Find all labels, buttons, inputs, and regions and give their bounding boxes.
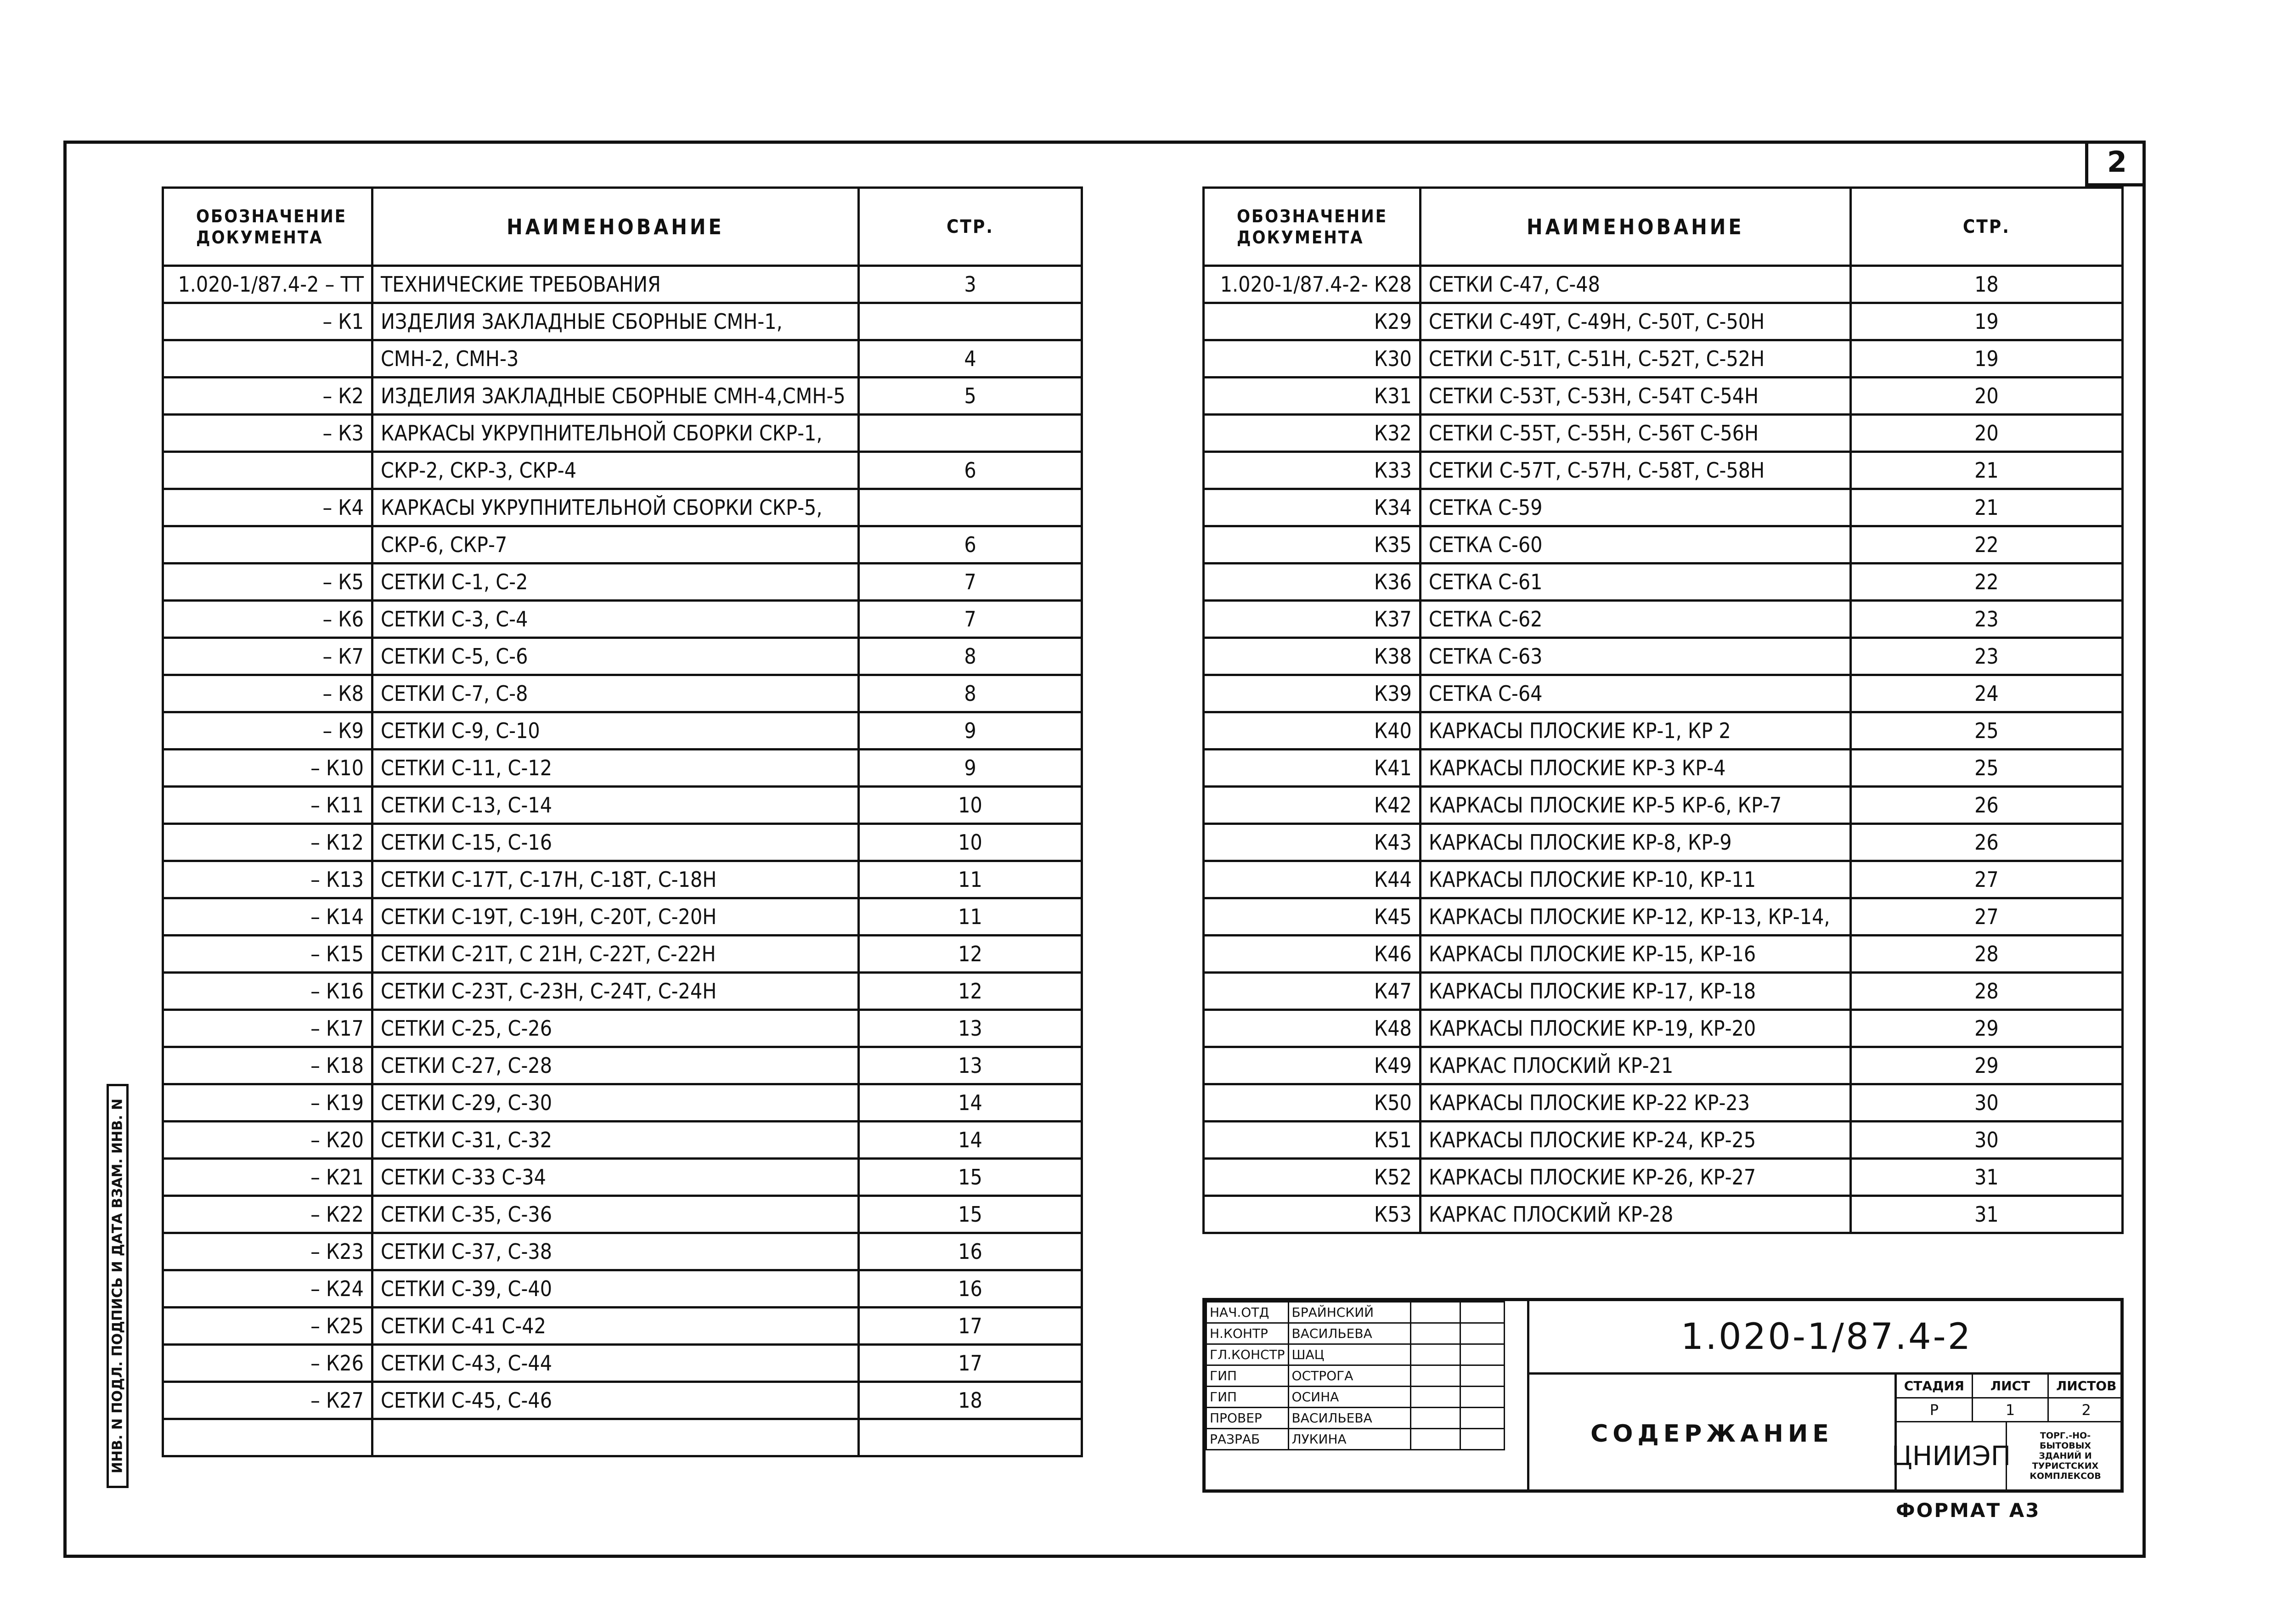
table-row <box>163 1084 1082 1122</box>
signature-row <box>1207 1429 1505 1450</box>
signature-row <box>1207 1387 1505 1408</box>
doc-cell: – К23 <box>163 1233 372 1270</box>
page-cell: 17 <box>858 1308 1082 1345</box>
name-cell: КАРКАСЫ ПЛОСКИЕ КР-10, КР-11 <box>1420 861 1850 898</box>
doc-cell: К33 <box>1204 452 1421 489</box>
doc-cell: – К25 <box>163 1308 372 1345</box>
table-row <box>163 266 1082 303</box>
sheet-number: 2 <box>2085 141 2146 186</box>
signature-role: Н.КОНТР <box>1207 1323 1289 1344</box>
page-cell: 28 <box>1850 973 2122 1010</box>
page-cell: 28 <box>1850 936 2122 973</box>
signature-role: ПРОВЕР <box>1207 1408 1289 1429</box>
table-row <box>163 787 1082 824</box>
page-cell: 7 <box>858 564 1082 601</box>
signature-person: ЛУКИНА <box>1288 1429 1410 1450</box>
title-block <box>1202 1298 2124 1493</box>
page-cell <box>858 489 1082 526</box>
doc-cell: К35 <box>1204 526 1421 564</box>
table-row <box>163 824 1082 861</box>
doc-cell: К31 <box>1204 378 1421 415</box>
name-cell: КАРКАСЫ УКРУПНИТЕЛЬНОЙ СБОРКИ СКР-1, <box>372 415 858 452</box>
name-cell: КАРКАСЫ ПЛОСКИЕ КР-22 КР-23 <box>1420 1084 1850 1122</box>
table-row <box>1204 712 2123 750</box>
header-document-line1: ОБОЗНАЧЕНИЕ <box>196 206 347 226</box>
doc-cell <box>163 452 372 489</box>
signature-date <box>1460 1387 1504 1408</box>
header-document <box>163 188 372 266</box>
table-row <box>1204 601 2123 638</box>
table-row <box>1204 1159 2123 1196</box>
table-row <box>1204 1047 2123 1084</box>
document-title: СОДЕРЖАНИЕ <box>1527 1375 1894 1493</box>
doc-cell: – К4 <box>163 489 372 526</box>
doc-cell: – К9 <box>163 712 372 750</box>
table-row <box>163 712 1082 750</box>
table-row <box>163 415 1082 452</box>
doc-cell: – К15 <box>163 936 372 973</box>
page-cell: 22 <box>1850 564 2122 601</box>
side-stamp-text: ИНВ. N ПОДЛ. ПОДПИСЬ И ДАТА ВЗАМ. ИНВ. N <box>109 1098 126 1474</box>
name-cell: СЕТКИ С-11, С-12 <box>372 750 858 787</box>
page-cell: 12 <box>858 973 1082 1010</box>
doc-cell: – К11 <box>163 787 372 824</box>
name-cell: КАРКАСЫ ПЛОСКИЕ КР-24, КР-25 <box>1420 1122 1850 1159</box>
doc-cell: – К20 <box>163 1122 372 1159</box>
name-cell: КАРКАС ПЛОСКИЙ КР-21 <box>1420 1047 1850 1084</box>
doc-cell: К29 <box>1204 303 1421 340</box>
doc-cell: – К3 <box>163 415 372 452</box>
table-row <box>163 526 1082 564</box>
name-cell: КАРКАСЫ ПЛОСКИЕ КР-5 КР-6, КР-7 <box>1420 787 1850 824</box>
name-cell: СЕТКА С-60 <box>1420 526 1850 564</box>
signature-row <box>1207 1365 1505 1387</box>
table-row <box>163 898 1082 936</box>
signature-date <box>1460 1344 1504 1365</box>
doc-cell: К45 <box>1204 898 1421 936</box>
doc-cell: – К5 <box>163 564 372 601</box>
name-cell: ТЕХНИЧЕСКИЕ ТРЕБОВАНИЯ <box>372 266 858 303</box>
side-stamp <box>107 1084 129 1488</box>
signature-row <box>1207 1323 1505 1344</box>
table-row <box>1204 415 2123 452</box>
header-page: СТР. <box>1850 188 2122 266</box>
name-cell: КАРКАСЫ УКРУПНИТЕЛЬНОЙ СБОРКИ СКР-5, <box>372 489 858 526</box>
page-cell: 9 <box>858 712 1082 750</box>
doc-cell: К48 <box>1204 1010 1421 1047</box>
page-cell <box>858 415 1082 452</box>
name-cell: СЕТКИ С-55Т, С-55Н, С-56Т С-56Н <box>1420 415 1850 452</box>
name-cell: СЕТКА С-64 <box>1420 675 1850 712</box>
signature-role: ГЛ.КОНСТР <box>1207 1344 1289 1365</box>
page-cell: 27 <box>1850 861 2122 898</box>
table-row <box>163 675 1082 712</box>
table-row <box>1204 564 2123 601</box>
table-row <box>163 638 1082 675</box>
page-cell: 10 <box>858 824 1082 861</box>
page-cell: 19 <box>1850 340 2122 378</box>
page-cell: 30 <box>1850 1084 2122 1122</box>
page-cell: 7 <box>858 601 1082 638</box>
name-cell: СЕТКИ С-17Т, С-17Н, С-18Т, С-18Н <box>372 861 858 898</box>
doc-cell: К40 <box>1204 712 1421 750</box>
name-cell: КАРКАСЫ ПЛОСКИЕ КР-26, КР-27 <box>1420 1159 1850 1196</box>
signature-role: ГИП <box>1207 1365 1289 1387</box>
name-cell: КАРКАСЫ ПЛОСКИЕ КР-8, КР-9 <box>1420 824 1850 861</box>
header-document <box>1204 188 1421 266</box>
page-cell: 29 <box>1850 1047 2122 1084</box>
doc-cell: К36 <box>1204 564 1421 601</box>
table-row <box>163 340 1082 378</box>
doc-cell: К46 <box>1204 936 1421 973</box>
table-header <box>163 188 1082 266</box>
page-cell: 30 <box>1850 1122 2122 1159</box>
table-row <box>1204 936 2123 973</box>
page-cell: 31 <box>1850 1159 2122 1196</box>
page-cell: 12 <box>858 936 1082 973</box>
table-row <box>163 1122 1082 1159</box>
page-cell: 20 <box>1850 415 2122 452</box>
name-cell: СЕТКИ С-5, С-6 <box>372 638 858 675</box>
signature-sign <box>1410 1365 1460 1387</box>
page-cell: 15 <box>858 1196 1082 1233</box>
table-row <box>163 1270 1082 1308</box>
name-cell: СЕТКИ С-15, С-16 <box>372 824 858 861</box>
name-cell <box>372 1419 858 1456</box>
name-cell: СЕТКИ С-57Т, С-57Н, С-58Т, С-58Н <box>1420 452 1850 489</box>
table-row <box>163 973 1082 1010</box>
signature-row <box>1207 1408 1505 1429</box>
name-cell: СЕТКИ С-1, С-2 <box>372 564 858 601</box>
sheets-value: 2 <box>2049 1398 2124 1422</box>
signature-role: НАЧ.ОТД <box>1207 1302 1289 1323</box>
doc-cell: – К7 <box>163 638 372 675</box>
sheet-value: 1 <box>1973 1398 2049 1422</box>
page-cell: 11 <box>858 861 1082 898</box>
name-cell: СЕТКИ С-27, С-28 <box>372 1047 858 1084</box>
table-row <box>163 1233 1082 1270</box>
doc-cell: К42 <box>1204 787 1421 824</box>
header-name: НАИМЕНОВАНИЕ <box>1420 188 1850 266</box>
name-cell: СЕТКИ С-39, С-40 <box>372 1270 858 1308</box>
format-label: ФОРМАТ А3 <box>1896 1499 2041 1522</box>
name-cell: КАРКАС ПЛОСКИЙ КР-28 <box>1420 1196 1850 1233</box>
table-row <box>1204 861 2123 898</box>
doc-cell: К38 <box>1204 638 1421 675</box>
name-cell: СЕТКИ С-43, С-44 <box>372 1345 858 1382</box>
table-row <box>1204 1122 2123 1159</box>
doc-cell: – К10 <box>163 750 372 787</box>
doc-cell: К41 <box>1204 750 1421 787</box>
page-cell: 21 <box>1850 489 2122 526</box>
signature-date <box>1460 1408 1504 1429</box>
name-cell: СЕТКИ С-29, С-30 <box>372 1084 858 1122</box>
table-row <box>1204 1010 2123 1047</box>
table-row <box>163 1308 1082 1345</box>
table-row <box>1204 973 2123 1010</box>
header-name: НАИМЕНОВАНИЕ <box>372 188 858 266</box>
signature-person: БРАЙНСКИЙ <box>1288 1302 1410 1323</box>
sheet-label: ЛИСТ <box>1973 1375 2049 1398</box>
page-cell: 8 <box>858 675 1082 712</box>
page-cell: 18 <box>1850 266 2122 303</box>
doc-cell: К52 <box>1204 1159 1421 1196</box>
signature-person: ШАЦ <box>1288 1344 1410 1365</box>
doc-cell: – К16 <box>163 973 372 1010</box>
name-cell: КАРКАСЫ ПЛОСКИЕ КР-15, КР-16 <box>1420 936 1850 973</box>
signature-sign <box>1410 1302 1460 1323</box>
name-cell: СЕТКИ С-7, С-8 <box>372 675 858 712</box>
page-cell: 19 <box>1850 303 2122 340</box>
page-cell: 24 <box>1850 675 2122 712</box>
signature-person: ВАСИЛЬЕВА <box>1288 1323 1410 1344</box>
header-page: СТР. <box>858 188 1082 266</box>
page-cell: 16 <box>858 1270 1082 1308</box>
page-cell: 8 <box>858 638 1082 675</box>
table-row <box>163 1047 1082 1084</box>
table-row <box>163 1196 1082 1233</box>
table-row <box>1204 303 2123 340</box>
page-cell: 11 <box>858 898 1082 936</box>
page-cell: 26 <box>1850 787 2122 824</box>
signature-person: ОСТРОГА <box>1288 1365 1410 1387</box>
table-row <box>163 378 1082 415</box>
table-row <box>1204 1196 2123 1233</box>
doc-cell: К47 <box>1204 973 1421 1010</box>
doc-cell: – К14 <box>163 898 372 936</box>
doc-cell: К50 <box>1204 1084 1421 1122</box>
signature-person: ВАСИЛЬЕВА <box>1288 1408 1410 1429</box>
table-row <box>163 303 1082 340</box>
signature-sign <box>1410 1429 1460 1450</box>
table-row <box>163 861 1082 898</box>
doc-cell: К53 <box>1204 1196 1421 1233</box>
doc-cell: К34 <box>1204 489 1421 526</box>
page-cell <box>858 303 1082 340</box>
page-cell: 21 <box>1850 452 2122 489</box>
signature-sign <box>1410 1344 1460 1365</box>
doc-cell: – К19 <box>163 1084 372 1122</box>
signature-table <box>1206 1301 1505 1450</box>
doc-cell <box>163 340 372 378</box>
header-document-line2: ДОКУМЕНТА <box>196 227 323 248</box>
doc-cell: – К21 <box>163 1159 372 1196</box>
page-cell: 25 <box>1850 712 2122 750</box>
page-cell: 14 <box>858 1122 1082 1159</box>
table-row <box>163 564 1082 601</box>
doc-cell: – К18 <box>163 1047 372 1084</box>
contents-table-right <box>1202 186 2124 1234</box>
signature-sign <box>1410 1408 1460 1429</box>
name-cell: СЕТКИ С-25, С-26 <box>372 1010 858 1047</box>
table-row <box>163 489 1082 526</box>
doc-cell: К43 <box>1204 824 1421 861</box>
table-row <box>1204 526 2123 564</box>
doc-cell: К30 <box>1204 340 1421 378</box>
table-row <box>1204 489 2123 526</box>
table-row <box>163 936 1082 973</box>
name-cell: СЕТКИ С-45, С-46 <box>372 1382 858 1419</box>
doc-cell: – К22 <box>163 1196 372 1233</box>
name-cell: СЕТКИ С-33 С-34 <box>372 1159 858 1196</box>
name-cell: СЕТКИ С-53Т, С-53Н, С-54Т С-54Н <box>1420 378 1850 415</box>
page-cell: 6 <box>858 526 1082 564</box>
page-cell: 16 <box>858 1233 1082 1270</box>
contents-table-left <box>162 186 1083 1457</box>
table-row <box>1204 824 2123 861</box>
signature-row <box>1207 1302 1505 1323</box>
doc-cell: К39 <box>1204 675 1421 712</box>
table-row <box>1204 266 2123 303</box>
page-cell <box>858 1419 1082 1456</box>
page-cell: 3 <box>858 266 1082 303</box>
name-cell: СЕТКИ С-23Т, С-23Н, С-24Т, С-24Н <box>372 973 858 1010</box>
doc-cell: – К8 <box>163 675 372 712</box>
name-cell: СЕТКИ С-9, С-10 <box>372 712 858 750</box>
name-cell: КАРКАСЫ ПЛОСКИЕ КР-19, КР-20 <box>1420 1010 1850 1047</box>
name-cell: СЕТКА С-59 <box>1420 489 1850 526</box>
signature-role: РАЗРАБ <box>1207 1429 1289 1450</box>
table-row <box>163 1159 1082 1196</box>
doc-cell: К44 <box>1204 861 1421 898</box>
name-cell: КАРКАСЫ ПЛОСКИЕ КР-3 КР-4 <box>1420 750 1850 787</box>
name-cell: СКР-2, СКР-3, СКР-4 <box>372 452 858 489</box>
page-cell: 13 <box>858 1047 1082 1084</box>
doc-cell: – К13 <box>163 861 372 898</box>
page-cell: 27 <box>1850 898 2122 936</box>
header-document-line2: ДОКУМЕНТА <box>1237 227 1364 248</box>
page-cell: 18 <box>858 1382 1082 1419</box>
doc-cell: – К1 <box>163 303 372 340</box>
page-cell: 17 <box>858 1345 1082 1382</box>
name-cell: СЕТКИ С-41 С-42 <box>372 1308 858 1345</box>
page-cell: 10 <box>858 787 1082 824</box>
signature-role: ГИП <box>1207 1387 1289 1408</box>
signature-sign <box>1410 1323 1460 1344</box>
table-row <box>1204 675 2123 712</box>
doc-cell: 1.020-1/87.4-2 – ТТ <box>163 266 372 303</box>
page-cell: 15 <box>858 1159 1082 1196</box>
name-cell: СЕТКИ С-3, С-4 <box>372 601 858 638</box>
organization-description: ТОРГ.-НО- БЫТОВЫХ ЗДАНИЙ И ТУРИСТСКИХ КОМПЛЕКСОВ <box>2030 1431 2101 1481</box>
page-cell: 6 <box>858 452 1082 489</box>
organization: ЦНИИЭП <box>1897 1422 2007 1489</box>
name-cell: СЕТКИ С-51Т, С-51Н, С-52Т, С-52Н <box>1420 340 1850 378</box>
page-cell: 23 <box>1850 638 2122 675</box>
signature-date <box>1460 1323 1504 1344</box>
name-cell: СЕТКИ С-49Т, С-49Н, С-50Т, С-50Н <box>1420 303 1850 340</box>
name-cell: КАРКАСЫ ПЛОСКИЕ КР-17, КР-18 <box>1420 973 1850 1010</box>
table-row <box>1204 340 2123 378</box>
signature-date <box>1460 1365 1504 1387</box>
name-cell: СЕТКИ С-13, С-14 <box>372 787 858 824</box>
name-cell: СЕТКА С-61 <box>1420 564 1850 601</box>
name-cell: ИЗДЕЛИЯ ЗАКЛАДНЫЕ СБОРНЫЕ СМН-1, <box>372 303 858 340</box>
signature-sign <box>1410 1387 1460 1408</box>
name-cell: СМН-2, СМН-3 <box>372 340 858 378</box>
page-cell: 5 <box>858 378 1082 415</box>
table-row <box>163 1419 1082 1456</box>
name-cell: КАРКАСЫ ПЛОСКИЕ КР-12, КР-13, КР-14, <box>1420 898 1850 936</box>
table-row <box>163 1345 1082 1382</box>
doc-cell: – К26 <box>163 1345 372 1382</box>
doc-cell <box>163 1419 372 1456</box>
table-row <box>163 1382 1082 1419</box>
page-cell: 20 <box>1850 378 2122 415</box>
table-header <box>1204 188 2123 266</box>
page-cell: 4 <box>858 340 1082 378</box>
name-cell: КАРКАСЫ ПЛОСКИЕ КР-1, КР 2 <box>1420 712 1850 750</box>
doc-cell <box>163 526 372 564</box>
doc-cell: К49 <box>1204 1047 1421 1084</box>
name-cell: СЕТКА С-63 <box>1420 638 1850 675</box>
name-cell: СЕТКИ С-21Т, С 21Н, С-22Т, С-22Н <box>372 936 858 973</box>
sheets-label: ЛИСТОВ <box>2049 1375 2124 1398</box>
signature-row <box>1207 1344 1505 1365</box>
doc-cell: – К12 <box>163 824 372 861</box>
page-cell: 13 <box>858 1010 1082 1047</box>
page-cell: 14 <box>858 1084 1082 1122</box>
table-row <box>1204 1084 2123 1122</box>
document-designation: 1.020-1/87.4-2 <box>1527 1301 2124 1375</box>
doc-cell: К32 <box>1204 415 1421 452</box>
page-cell: 9 <box>858 750 1082 787</box>
table-row <box>163 452 1082 489</box>
name-cell: СЕТКИ С-47, С-48 <box>1420 266 1850 303</box>
table-row <box>1204 750 2123 787</box>
doc-cell: К51 <box>1204 1122 1421 1159</box>
page-cell: 26 <box>1850 824 2122 861</box>
table-row <box>163 601 1082 638</box>
table-row <box>1204 378 2123 415</box>
doc-cell: К37 <box>1204 601 1421 638</box>
signature-date <box>1460 1302 1504 1323</box>
name-cell: СЕТКИ С-35, С-36 <box>372 1196 858 1233</box>
doc-cell: – К6 <box>163 601 372 638</box>
doc-cell: 1.020-1/87.4-2- К28 <box>1204 266 1421 303</box>
header-document-line1: ОБОЗНАЧЕНИЕ <box>1237 206 1388 226</box>
name-cell: СКР-6, СКР-7 <box>372 526 858 564</box>
doc-cell: – К2 <box>163 378 372 415</box>
page-cell: 25 <box>1850 750 2122 787</box>
signature-date <box>1460 1429 1504 1450</box>
page-cell: 31 <box>1850 1196 2122 1233</box>
table-row <box>163 1010 1082 1047</box>
doc-cell: – К27 <box>163 1382 372 1419</box>
signature-person: ОСИНА <box>1288 1387 1410 1408</box>
name-cell: СЕТКА С-62 <box>1420 601 1850 638</box>
doc-cell: – К24 <box>163 1270 372 1308</box>
table-row <box>1204 898 2123 936</box>
name-cell: ИЗДЕЛИЯ ЗАКЛАДНЫЕ СБОРНЫЕ СМН-4,СМН-5 <box>372 378 858 415</box>
name-cell: СЕТКИ С-19Т, С-19Н, С-20Т, С-20Н <box>372 898 858 936</box>
name-cell: СЕТКИ С-37, С-38 <box>372 1233 858 1270</box>
stage-grid <box>1891 1375 2124 1489</box>
table-row <box>1204 638 2123 675</box>
table-row <box>163 750 1082 787</box>
page-cell: 29 <box>1850 1010 2122 1047</box>
doc-cell: – К17 <box>163 1010 372 1047</box>
stage-label: СТАДИЯ <box>1897 1375 1973 1398</box>
table-row <box>1204 452 2123 489</box>
page-cell: 22 <box>1850 526 2122 564</box>
table-row <box>1204 787 2123 824</box>
page-cell: 23 <box>1850 601 2122 638</box>
stage-value: Р <box>1897 1398 1973 1422</box>
name-cell: СЕТКИ С-31, С-32 <box>372 1122 858 1159</box>
